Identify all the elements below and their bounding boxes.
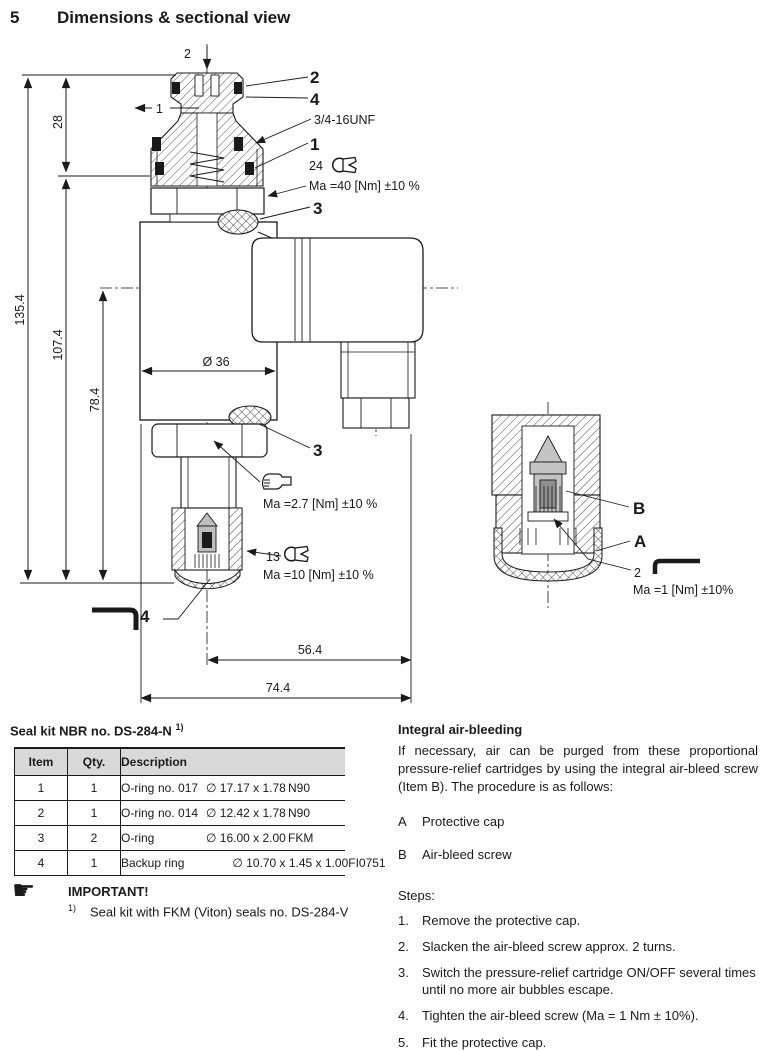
main-sectional-view bbox=[13, 44, 458, 703]
legend-item-b: B Air-bleed screw bbox=[398, 846, 512, 862]
allen-2-label: 2 bbox=[634, 566, 641, 580]
dim-28: 28 bbox=[51, 115, 65, 129]
callout-item-4-bottom: 4 bbox=[140, 607, 150, 626]
table-header-row bbox=[15, 748, 346, 776]
port-1-label: 1 bbox=[156, 102, 163, 116]
seal-kit-table bbox=[14, 747, 386, 876]
dim-107-4: 107.4 bbox=[51, 329, 65, 361]
callout-item-3-top: 3 bbox=[313, 199, 323, 218]
dim-135-4: 135.4 bbox=[13, 294, 27, 326]
wrench-24-label: 24 bbox=[309, 159, 323, 173]
callout-item-4: 4 bbox=[310, 90, 320, 109]
seal-kit-title: Seal kit NBR no. DS-284-N $^{1)}$ bbox=[10, 722, 184, 739]
allen-key-icon bbox=[92, 610, 136, 630]
torque-1-label: Ma =1 [Nm] ±10% bbox=[633, 583, 734, 597]
legend-item-a: A Protective cap bbox=[398, 813, 505, 829]
hand-tight-icon bbox=[263, 474, 292, 489]
steps-title: Steps: bbox=[398, 887, 435, 903]
table-row: 1 1 O-ring no. 017 ∅ 17.17 x 1.78 N90 bbox=[15, 776, 346, 801]
allen-key-small-icon bbox=[655, 561, 700, 574]
manicule-icon: ☛ bbox=[12, 876, 36, 906]
dim-78-4: 78.4 bbox=[88, 387, 102, 413]
dim-74-4: 74.4 bbox=[265, 681, 291, 695]
label-a: A bbox=[634, 532, 647, 551]
step-4: 4. Tighten the air-bleed screw (Ma = 1 Nm ± 10%). bbox=[398, 1008, 699, 1024]
threaded-section bbox=[151, 113, 263, 186]
wrench-13-icon bbox=[285, 547, 308, 562]
page-title: Dimensions & sectional view bbox=[57, 8, 291, 27]
dim-56-4: 56.4 bbox=[297, 643, 323, 657]
footnote-ref: 1) bbox=[68, 903, 77, 913]
section-number: 5 bbox=[10, 8, 20, 27]
step-3: 3. Switch the pressure-relief cartridge ON/OFF several times until no more air bubbles escape. bbox=[398, 965, 756, 998]
torque-40-label: Ma =40 [Nm] ±10 % bbox=[309, 179, 420, 193]
detail-sectional-view bbox=[492, 402, 733, 608]
callout-item-3-bottom: 3 bbox=[313, 441, 323, 460]
air-bleeding-intro: If necessary, air can be purged from these proportional pressure-relief cartridges by using the integral air-bleed screw (Item B). The procedure is as follows: bbox=[398, 743, 758, 794]
seal-kit-footnote-ref: 1) bbox=[175, 722, 184, 732]
important-footnote bbox=[68, 903, 348, 919]
torque-10-label: Ma =10 [Nm] ±10 % bbox=[263, 568, 374, 582]
solenoid-connector bbox=[252, 232, 423, 342]
dim-dia-36: Ø 36 bbox=[202, 355, 230, 369]
port-2-label: 2 bbox=[184, 47, 191, 61]
step-1: 1. Remove the protective cap. bbox=[398, 912, 581, 928]
step-2: 2. Slacken the air-bleed screw approx. 2 turns. bbox=[398, 938, 676, 954]
cable-plug bbox=[341, 342, 415, 428]
thread-spec-label: 3/4-16UNF bbox=[314, 113, 376, 127]
air-bleeding-title: Integral air-bleeding bbox=[398, 722, 523, 737]
cap-dome bbox=[175, 570, 240, 589]
torque-27-label: Ma =2.7 [Nm] ±10 % bbox=[263, 497, 378, 511]
step-5: 5. Fit the protective cap. bbox=[398, 1034, 547, 1050]
important-title: IMPORTANT! bbox=[68, 884, 149, 899]
header-item: Item bbox=[15, 748, 68, 776]
air-bleeding-section bbox=[398, 722, 758, 1051]
table-row: 2 1 O-ring no. 014 ∅ 12.42 x 1.78 N90 bbox=[15, 801, 346, 826]
wrench-13-label: 13 bbox=[266, 550, 280, 564]
adjuster-cap bbox=[171, 73, 243, 113]
lower-assembly bbox=[152, 424, 267, 589]
callout-item-1: 1 bbox=[310, 135, 320, 154]
table-row: 4 1 Backup ring ∅ 10.70 x 1.45 x 1.00FI0751 bbox=[15, 851, 346, 876]
header-description: Description bbox=[121, 748, 346, 776]
callout-item-2: 2 bbox=[310, 68, 320, 87]
wrench-24-icon bbox=[333, 158, 356, 173]
table-row: 3 2 O-ring ∅ 16.00 x 2.00 FKM bbox=[15, 826, 346, 851]
label-b: B bbox=[633, 499, 646, 518]
o-ring-3-top bbox=[218, 210, 258, 234]
header-qty: Qty. bbox=[68, 748, 121, 776]
footnote-text: Seal kit with FKM (Viton) seals no. DS-284-V bbox=[90, 904, 349, 920]
